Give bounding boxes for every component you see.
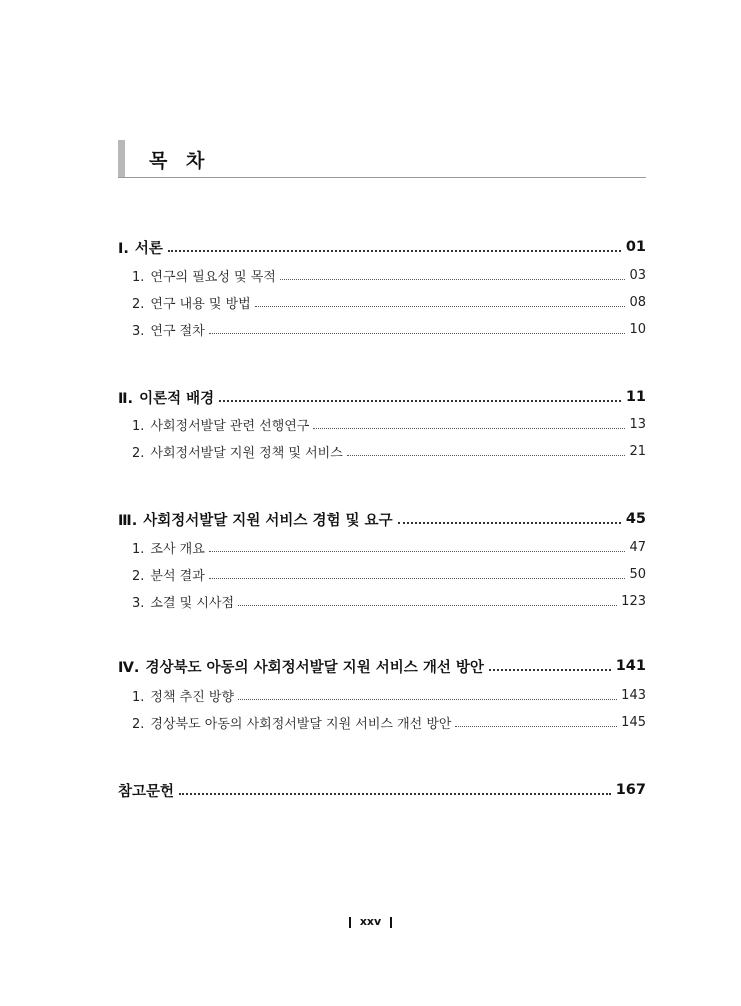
item-number: 1. bbox=[132, 541, 145, 557]
footer-separator-right bbox=[390, 917, 392, 928]
item-page: 13 bbox=[629, 416, 646, 432]
item-page: 21 bbox=[629, 443, 646, 459]
dot-leader bbox=[168, 250, 621, 252]
toc-title-block bbox=[118, 140, 646, 178]
dot-leader bbox=[209, 333, 626, 334]
toc-section-3[interactable] bbox=[118, 508, 646, 530]
section-page: 45 bbox=[625, 511, 646, 527]
dot-leader bbox=[347, 455, 626, 456]
footer-page-number: xxv bbox=[359, 915, 382, 928]
page-title: 목 차 bbox=[149, 150, 211, 172]
item-number: 2. bbox=[132, 445, 145, 461]
section-label: 경상북도 아동의 사회정서발달 지원 서비스 개선 방안 bbox=[145, 659, 484, 676]
title-accent-bar bbox=[118, 140, 125, 177]
item-number: 1. bbox=[132, 269, 145, 285]
footer-separator-left bbox=[349, 917, 351, 928]
item-page: 123 bbox=[621, 593, 646, 609]
dot-leader bbox=[238, 699, 617, 700]
section-label: 이론적 배경 bbox=[139, 390, 215, 407]
item-label: 사회정서발달 지원 정책 및 서비스 bbox=[150, 445, 343, 461]
dot-leader bbox=[219, 400, 621, 402]
toc-item-2-1[interactable] bbox=[132, 413, 646, 435]
item-label: 연구의 필요성 및 목적 bbox=[150, 269, 276, 285]
item-page: 47 bbox=[629, 539, 646, 555]
dot-leader bbox=[489, 669, 611, 671]
item-number: 1. bbox=[132, 418, 145, 434]
section-label: 참고문헌 bbox=[118, 783, 175, 800]
toc-section-1[interactable] bbox=[118, 236, 646, 258]
dot-leader bbox=[313, 428, 625, 429]
toc-item-1-2[interactable] bbox=[132, 291, 646, 313]
section-page: 11 bbox=[625, 389, 646, 405]
item-label: 연구 절차 bbox=[150, 323, 205, 339]
item-label: 조사 개요 bbox=[150, 541, 205, 557]
dot-leader bbox=[398, 522, 621, 524]
item-label: 정책 추진 방향 bbox=[150, 689, 235, 705]
item-number: 1. bbox=[132, 689, 145, 705]
item-number: 3. bbox=[132, 323, 145, 339]
section-number: Ⅰ. bbox=[118, 240, 129, 257]
dot-leader bbox=[280, 279, 626, 280]
item-page: 143 bbox=[621, 687, 646, 703]
item-page: 08 bbox=[629, 294, 646, 310]
item-label: 사회정서발달 관련 선행연구 bbox=[150, 418, 310, 434]
dot-leader bbox=[209, 578, 626, 579]
item-page: 10 bbox=[629, 321, 646, 337]
section-page: 01 bbox=[625, 239, 646, 255]
section-page: 141 bbox=[615, 658, 646, 674]
dot-leader bbox=[255, 306, 626, 307]
section-number: Ⅳ. bbox=[118, 659, 140, 676]
dot-leader bbox=[179, 793, 611, 795]
dot-leader bbox=[238, 605, 617, 606]
item-label: 연구 내용 및 방법 bbox=[150, 296, 251, 312]
section-label: 서론 bbox=[134, 240, 163, 257]
toc-item-2-2[interactable] bbox=[132, 440, 646, 462]
toc-item-3-1[interactable] bbox=[132, 536, 646, 558]
item-label: 소결 및 시사점 bbox=[150, 595, 235, 611]
toc-references[interactable] bbox=[118, 779, 646, 801]
dot-leader bbox=[455, 726, 617, 727]
item-page: 50 bbox=[629, 566, 646, 582]
page-footer bbox=[0, 915, 741, 928]
item-page: 145 bbox=[621, 714, 646, 730]
section-number: Ⅱ. bbox=[118, 390, 134, 407]
section-label: 사회정서발달 지원 서비스 경험 및 요구 bbox=[143, 512, 393, 529]
item-page: 03 bbox=[629, 267, 646, 283]
item-label: 경상북도 아동의 사회정서발달 지원 서비스 개선 방안 bbox=[150, 716, 452, 732]
section-number: Ⅲ. bbox=[118, 512, 138, 529]
toc-section-4[interactable] bbox=[118, 655, 646, 677]
toc-item-1-3[interactable] bbox=[132, 318, 646, 340]
toc-section-2[interactable] bbox=[118, 386, 646, 408]
toc-item-1-1[interactable] bbox=[132, 264, 646, 286]
item-number: 2. bbox=[132, 296, 145, 312]
toc-item-4-2[interactable] bbox=[132, 711, 646, 733]
toc-item-3-3[interactable] bbox=[132, 590, 646, 612]
item-label: 분석 결과 bbox=[150, 568, 205, 584]
toc-item-4-1[interactable] bbox=[132, 684, 646, 706]
item-number: 2. bbox=[132, 568, 145, 584]
dot-leader bbox=[209, 551, 626, 552]
toc-item-3-2[interactable] bbox=[132, 563, 646, 585]
section-page: 167 bbox=[615, 782, 646, 798]
item-number: 3. bbox=[132, 595, 145, 611]
item-number: 2. bbox=[132, 716, 145, 732]
